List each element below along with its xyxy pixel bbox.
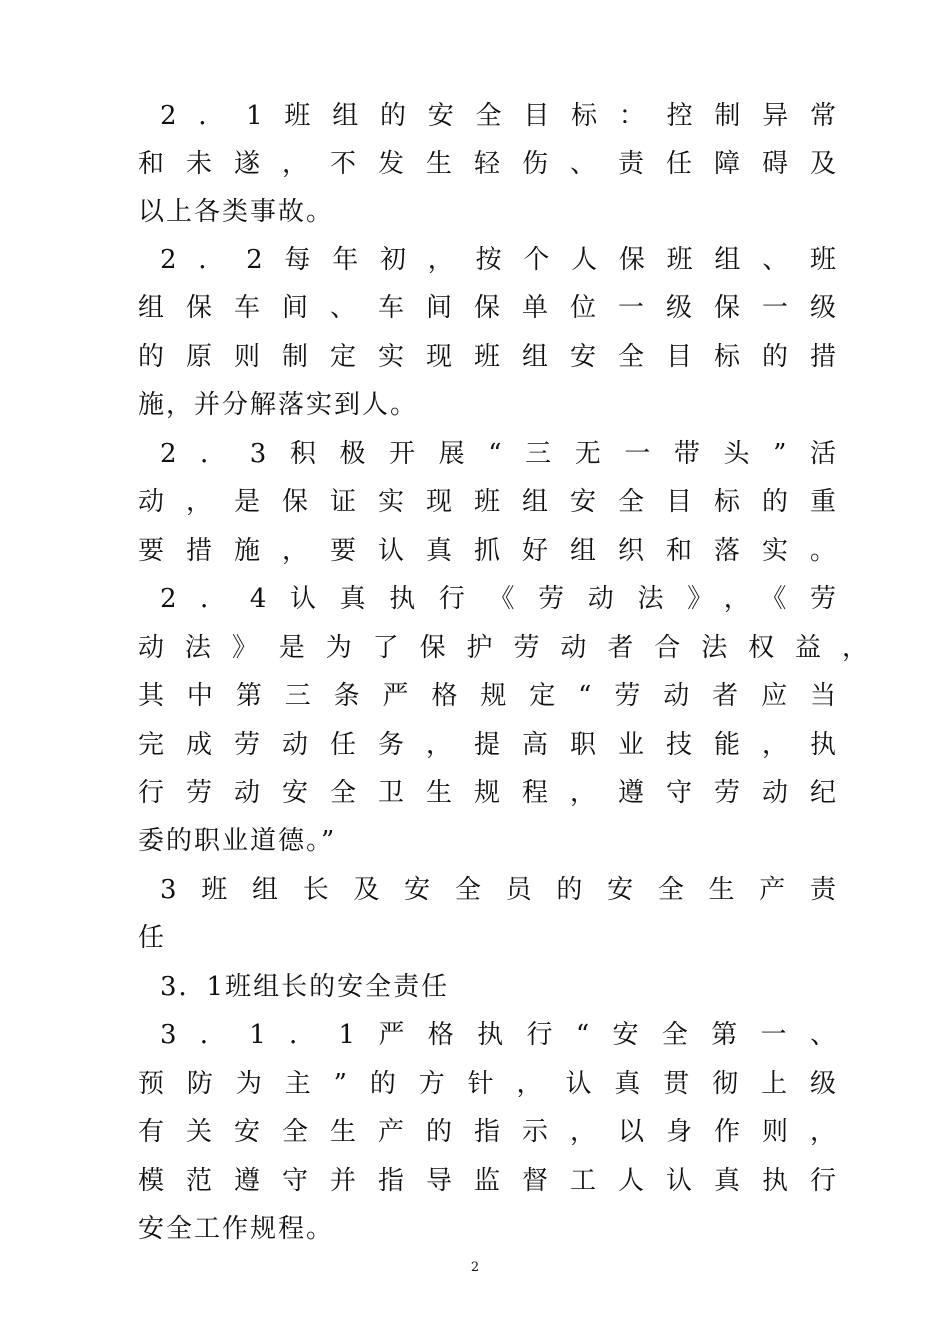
- text-line: 其中第三条严格规定“劳动者应当: [138, 681, 838, 711]
- text-line: 以上各类事故。: [138, 197, 335, 227]
- text-line: 2．3积极开展“三无一带头”活: [160, 439, 838, 469]
- text-line: 动法》是为了保护劳动者合法权益，: [138, 633, 870, 663]
- text-line: 组保车间、车间保单位一级保一级: [138, 293, 838, 323]
- text-line: 安全工作规程。: [138, 1214, 335, 1244]
- text-line: 行劳动安全卫生规程，遵守劳动纪: [138, 778, 838, 808]
- text-line: 要措施，要认真抓好组织和落实。: [138, 536, 838, 566]
- text-line: 3．1．1严格执行“安全第一、: [160, 1020, 838, 1050]
- page-number: 2: [470, 1260, 480, 1275]
- text-line: 完成劳动任务，提高职业技能，执: [138, 730, 838, 760]
- text-line: 2．1班组的安全目标：控制异常: [160, 101, 838, 131]
- subsection-heading: 3．1班组长的安全责任: [160, 972, 450, 1002]
- text-line: 预防为主”的方针，认真贯彻上级: [138, 1069, 838, 1099]
- section-heading: 3班组长及安全员的安全生产责: [160, 875, 838, 905]
- text-line: 施，并分解落实到人。: [138, 390, 419, 420]
- text-line: 有关安全生产的指示，以身作则，: [138, 1117, 838, 1147]
- text-line: 2．2每年初，按个人保班组、班: [160, 245, 838, 275]
- text-line: 动，是保证实现班组安全目标的重: [138, 487, 838, 517]
- text-line: 模范遵守并指导监督工人认真执行: [138, 1166, 838, 1196]
- text-line: 2．4认真执行《劳动法》，《劳: [160, 584, 838, 614]
- text-line: 的原则制定实现班组安全目标的措: [138, 342, 838, 372]
- section-heading: 任: [138, 923, 167, 953]
- text-line: 和未遂，不发生轻伤、责任障碍及: [138, 149, 838, 179]
- text-line: 委的职业道德。”: [138, 826, 337, 856]
